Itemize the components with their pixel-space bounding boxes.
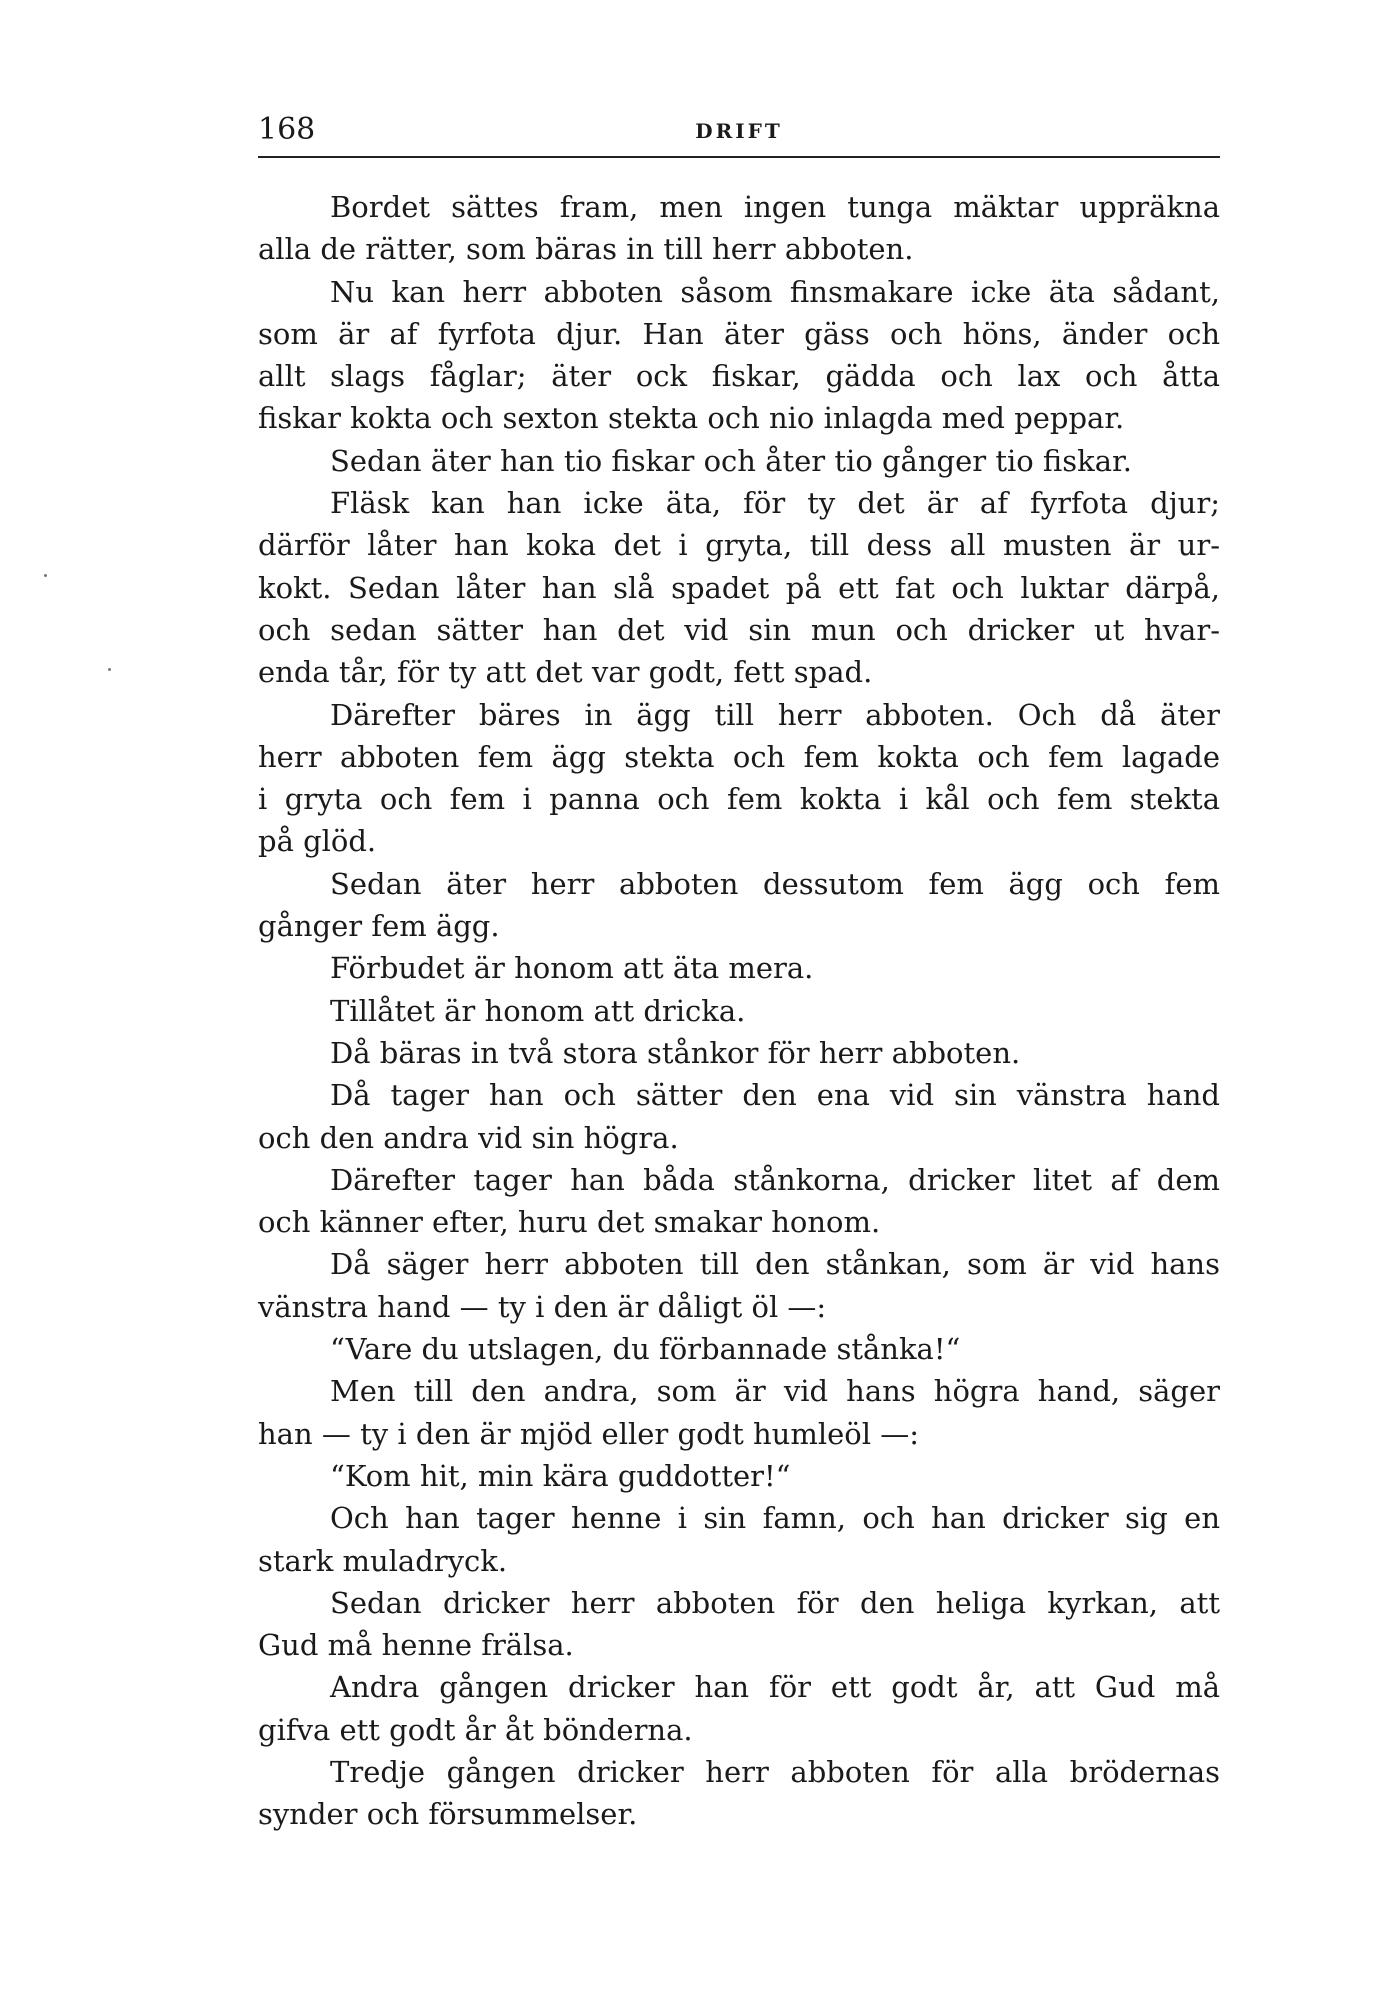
text-line: Nu kan herr abboten såsom finsmakare icke äta sådant,: [330, 274, 1220, 309]
text-line: Då säger herr abboten till den stånkan, som är vid hans: [330, 1247, 1220, 1282]
text-line: fiskar kokta och sexton stekta och nio inlagda med peppar.: [258, 401, 1125, 436]
text-line: Därefter tager han båda stånkorna, dricker litet af dem: [330, 1162, 1220, 1197]
text-line: och sedan sätter han det vid sin mun och dricker ut hvar-: [258, 612, 1220, 647]
text-line: kokt. Sedan låter han slå spadet på ett fat och luktar därpå,: [258, 570, 1220, 605]
text-line: därför låter han koka det i gryta, till dess all musten är ur-: [258, 528, 1220, 563]
page-number: 168: [258, 112, 316, 147]
text-line: i gryta och fem i panna och fem kokta i kål och fem stekta: [258, 782, 1220, 817]
text-line: och den andra vid sin högra.: [258, 1120, 679, 1155]
text-line: gånger fem ägg.: [258, 909, 500, 944]
text-line: Då tager han och sätter den ena vid sin vänstra hand: [330, 1078, 1220, 1113]
scan-speck: [44, 574, 47, 577]
text-line: Sedan dricker herr abboten för den heliga kyrkan, att: [330, 1585, 1220, 1620]
text-line: Och han tager henne i sin famn, och han dricker sig en: [330, 1501, 1220, 1536]
text-line: allt slags fåglar; äter ock fiskar, gädda och lax och åtta: [258, 359, 1220, 394]
text-line: alla de rätter, som bäras in till herr abboten.: [258, 232, 914, 267]
body-text: [258, 186, 1220, 1836]
text-line: han — ty i den är mjöd eller godt humleöl —:: [258, 1416, 919, 1451]
text-line: herr abboten fem ägg stekta och fem kokta och fem lagade: [258, 739, 1220, 774]
text-line: synder och försummelser.: [258, 1797, 638, 1832]
text-line: Tillåtet är honom att dricka.: [330, 993, 746, 1028]
text-line: på glöd.: [258, 824, 377, 859]
text-line: Sedan äter herr abboten dessutom fem ägg och fem: [330, 866, 1220, 901]
text-line: Tredje gången dricker herr abboten för alla brödernas: [330, 1754, 1220, 1789]
text-line: Fläsk kan han icke äta, för ty det är af fyrfota djur;: [330, 486, 1220, 521]
text-line: Sedan äter han tio fiskar och åter tio gånger tio fiskar.: [330, 443, 1132, 478]
text-line: “Kom hit, min kära guddotter!“: [330, 1458, 791, 1493]
text-line: som är af fyrfota djur. Han äter gäss och höns, änder och: [258, 316, 1220, 351]
text-line: vänstra hand — ty i den är dåligt öl —:: [258, 1289, 827, 1324]
text-line: stark muladryck.: [258, 1543, 508, 1578]
running-title: DRIFT: [695, 119, 783, 143]
running-head: [258, 110, 1220, 154]
scan-speck: [108, 668, 111, 671]
text-line: Då bäras in två stora stånkor för herr abboten.: [330, 1035, 1021, 1070]
text-line: Men till den andra, som är vid hans högra hand, säger: [330, 1374, 1220, 1409]
header-rule: [258, 156, 1220, 158]
text-line: Bordet sättes fram, men ingen tunga mäktar uppräkna: [330, 190, 1220, 224]
text-line: gifva ett godt år åt bönderna.: [258, 1712, 693, 1747]
text-line: och känner efter, huru det smakar honom.: [258, 1205, 881, 1240]
text-line: “Vare du utslagen, du förbannade stånka!“: [330, 1332, 961, 1367]
text-line: Andra gången dricker han för ett godt år, att Gud må: [330, 1670, 1220, 1705]
text-line: Förbudet är honom att äta mera.: [330, 951, 814, 986]
text-line: enda tår, för ty att det var godt, fett spad.: [258, 655, 873, 690]
text-line: Därefter bäres in ägg till herr abboten. Och då äter: [330, 697, 1220, 732]
text-line: Gud må henne frälsa.: [258, 1628, 574, 1663]
